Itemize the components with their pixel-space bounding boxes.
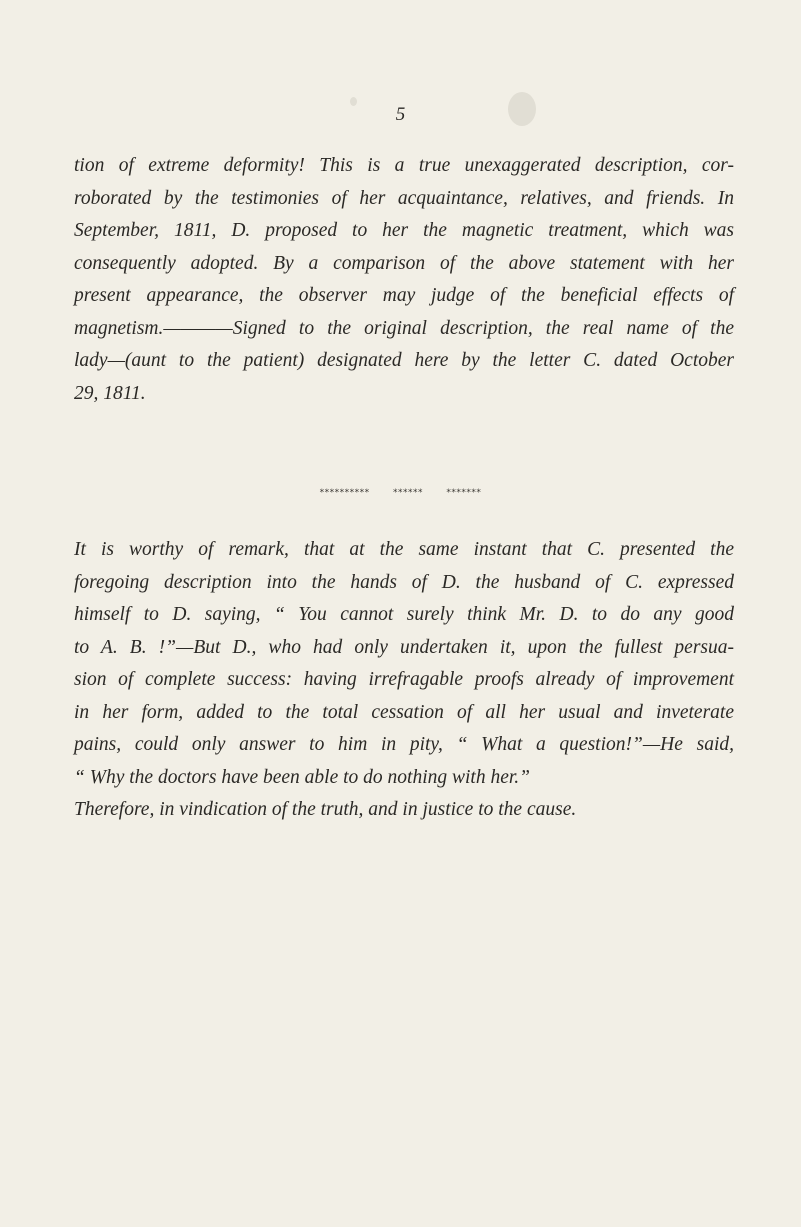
paragraph-description [74,150,734,410]
asterisk-group: ******* [446,488,482,498]
text-line: 29, 1811. [74,382,146,404]
text-line: Therefore, in vindication of the truth, and in justice to the cause. [74,799,577,820]
text-line: present appearance, the observer may judge of the beneficial effects of [74,285,734,306]
text-line: magnetism.————Signed to the original description, the real name of the [74,317,734,339]
text-line: sion of complete success: having irrefragable proofs already of improvement [74,669,734,690]
text-line: consequently adopted. By a comparison of the above statement with her [74,252,734,274]
text-line: in her form, added to the total cessation of all her usual and inveterate [74,701,734,723]
text-line: “ Why the doctors have been able to do nothing with her.” [74,766,531,788]
asterisk-group: ****** [393,488,423,498]
text-line: It is worthy of remark, that at the same instant that C. presented the [74,539,734,560]
asterisk-group: ********** [319,488,370,498]
text-line: tion of extreme deformity! This is a true unexaggerated description, cor- [74,155,734,176]
text-line: lady—(aunt to the patient) designated here by the letter C. dated October [74,350,734,371]
text-line: pains, could only answer to him in pity, “ What a question!”—He said, [74,734,734,755]
text-line: roborated by the testimonies of her acquaintance, relatives, and friends. In [74,187,734,209]
text-line: himself to D. saying, “ You cannot surely think Mr. D. to do any good [74,604,734,625]
text-line: September, 1811, D. proposed to her the magnetic treatment, which was [74,220,734,241]
text-line: to A. B. !”—But D., who had only undertaken it, upon the fullest persua- [74,636,734,658]
asterisk-divider [0,488,801,498]
text-line: foregoing description into the hands of D. the husband of C. expressed [74,571,734,593]
paragraph-remark [74,534,734,827]
page-number: 5 [395,104,406,125]
